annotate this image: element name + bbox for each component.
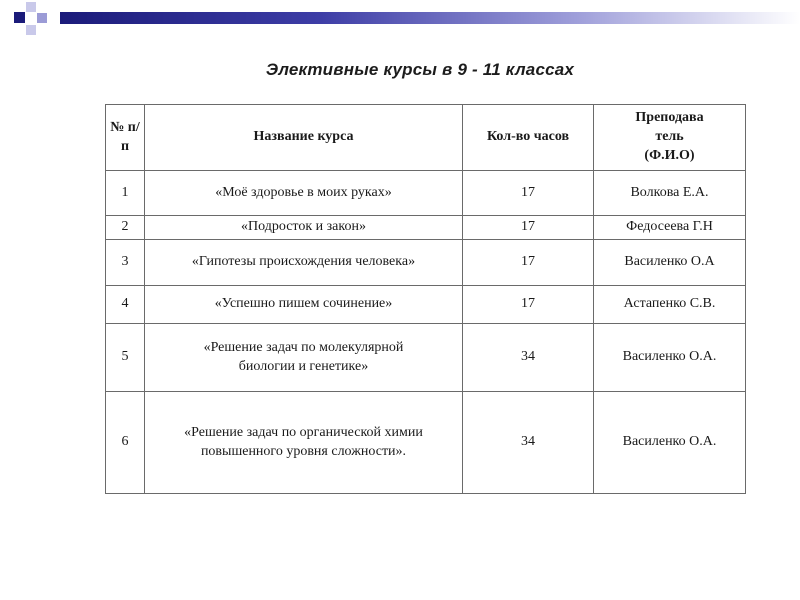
decorative-square-icon [37,13,47,23]
header-hours: Кол-во часов [463,105,594,171]
course-name: «Успешно пишем сочинение» [145,286,463,324]
table-header-row [106,105,746,171]
course-teacher: Василенко О.А. [594,324,746,392]
header-teacher-line: тель [655,129,684,145]
header-number: № п/п [106,105,145,171]
course-hours: 17 [463,286,594,324]
course-name-line: биологии и генетике» [238,358,369,374]
table-row [106,286,746,324]
header-teacher-line: (Ф.И.О) [644,147,695,163]
table-row [106,240,746,286]
table-row [106,324,746,392]
course-teacher: Федосеева Г.Н [594,216,746,240]
table-row [106,392,746,494]
header-teacher [594,105,746,171]
course-teacher: Василенко О.А. [594,392,746,494]
header-course-name: Название курса [145,105,463,171]
course-hours: 34 [463,392,594,494]
course-name: «Гипотезы происхождения человека» [145,240,463,286]
row-number: 4 [106,286,145,324]
row-number: 1 [106,171,145,216]
decorative-square-icon [14,12,25,23]
course-name-line: повышенного уровня сложности». [200,443,407,459]
course-hours: 17 [463,240,594,286]
table-row [106,171,746,216]
header-decoration [0,0,800,60]
course-hours: 34 [463,324,594,392]
course-name: «Подросток и закон» [145,216,463,240]
course-teacher: Астапенко С.В. [594,286,746,324]
course-teacher: Волкова Е.А. [594,171,746,216]
decorative-square-icon [26,25,36,35]
row-number: 3 [106,240,145,286]
header-teacher-line: Преподава [635,110,704,126]
decorative-square-icon [26,2,36,12]
course-teacher: Василенко О.А [594,240,746,286]
course-name [145,392,463,494]
row-number: 2 [106,216,145,240]
course-name [145,324,463,392]
courses-table [105,104,746,494]
table-row [106,216,746,240]
course-hours: 17 [463,216,594,240]
course-hours: 17 [463,171,594,216]
decorative-gradient-bar [60,12,800,24]
course-name: «Моё здоровье в моих руках» [145,171,463,216]
course-name-line: «Решение задач по органической химии [184,424,423,440]
course-name-line: «Решение задач по молекулярной [203,339,404,355]
page-title: Элективные курсы в 9 - 11 классах [265,60,575,79]
row-number: 6 [106,392,145,494]
row-number: 5 [106,324,145,392]
